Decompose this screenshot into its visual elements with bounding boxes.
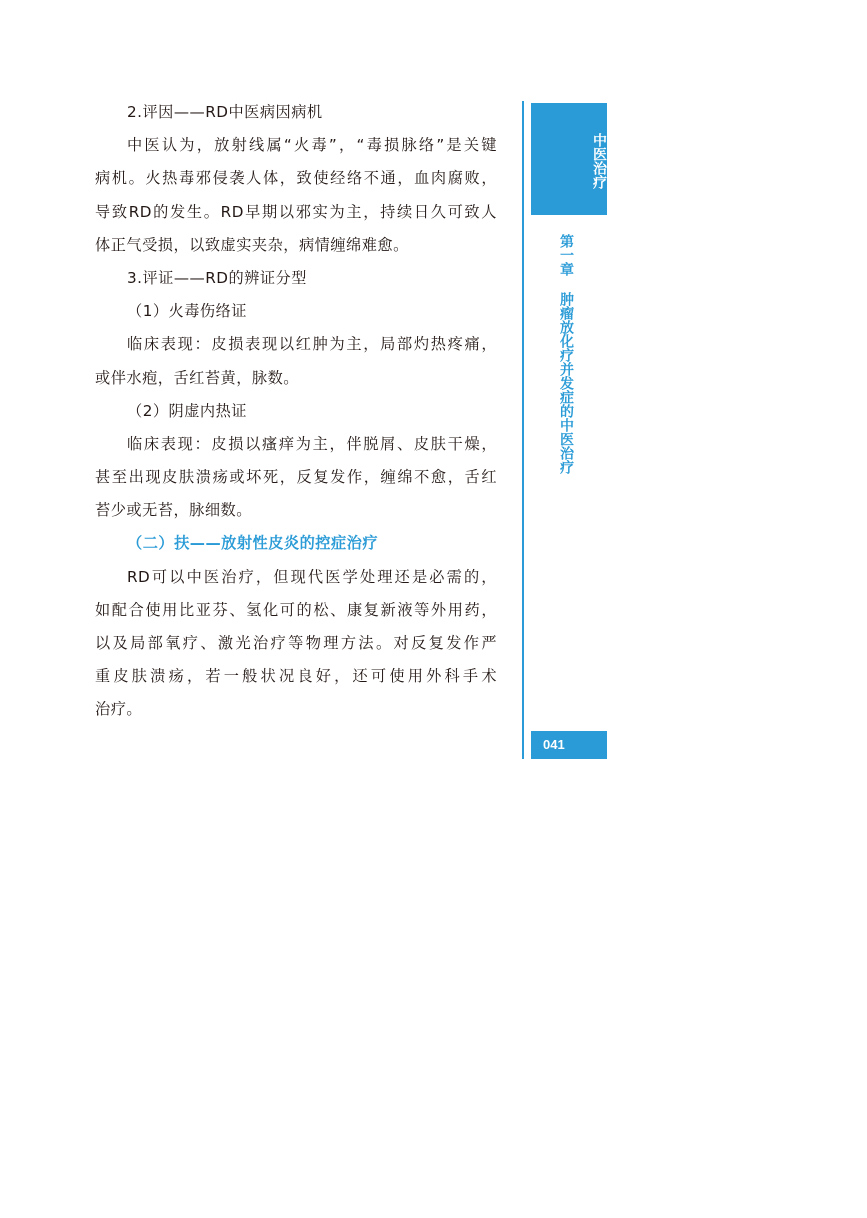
subtype-heading: （2）阴虚内热证 <box>127 401 247 420</box>
paragraph-line: 甚至出现皮肤溃疡或坏死，反复发作，缠绵不愈，舌红 <box>95 468 497 487</box>
subsection-heading: （二）扶——放射性皮炎的控症治疗 <box>127 534 378 553</box>
paragraph-line: RD可以中医治疗，但现代医学处理还是必需的， <box>127 567 497 586</box>
margin-rule <box>522 101 524 759</box>
section-tab-label: 中医治疗 <box>591 133 607 189</box>
paragraph-line: 体正气受损，以致虚实夹杂，病情缠绵难愈。 <box>95 235 409 254</box>
paragraph-line: 临床表现：皮损表现以红肿为主，局部灼热疼痛， <box>127 335 497 354</box>
paragraph-line: 如配合使用比亚芬、氢化可的松、康复新液等外用药， <box>95 600 497 619</box>
paragraph-line: 苔少或无苔，脉细数。 <box>95 501 252 520</box>
paragraph-line: 中医认为，放射线属“火毒”，“毒损脉络”是关键 <box>127 136 497 155</box>
page-number-box <box>531 731 607 759</box>
subtype-heading: （1）火毒伤络证 <box>127 302 247 321</box>
section-heading: 3.评证——RD的辨证分型 <box>127 268 307 287</box>
paragraph-line: 以及局部氧疗、激光治疗等物理方法。对反复发作严 <box>95 634 497 652</box>
paragraph-line: 导致RD的发生。RD早期以邪实为主，持续日久可致人 <box>95 202 497 221</box>
paragraph-line: 或伴水疱，舌红苔黄，脉数。 <box>95 368 299 387</box>
page-number: 041 <box>543 737 565 752</box>
body-text <box>95 96 497 727</box>
chapter-title: 第一章 肿瘤放化疗并发症的中医治疗 <box>558 234 574 474</box>
paragraph-line: 临床表现：皮损以瘙痒为主，伴脱屑、皮肤干燥， <box>127 434 497 453</box>
section-tab <box>531 103 607 215</box>
paragraph-line: 病机。火热毒邪侵袭人体，致使经络不通，血肉腐败， <box>95 169 497 188</box>
paragraph-line: 重皮肤溃疡，若一般状况良好，还可使用外科手术 <box>95 667 497 686</box>
paragraph-line: 治疗。 <box>95 700 143 719</box>
section-heading: 2.评因——RD中医病因病机 <box>127 103 323 121</box>
